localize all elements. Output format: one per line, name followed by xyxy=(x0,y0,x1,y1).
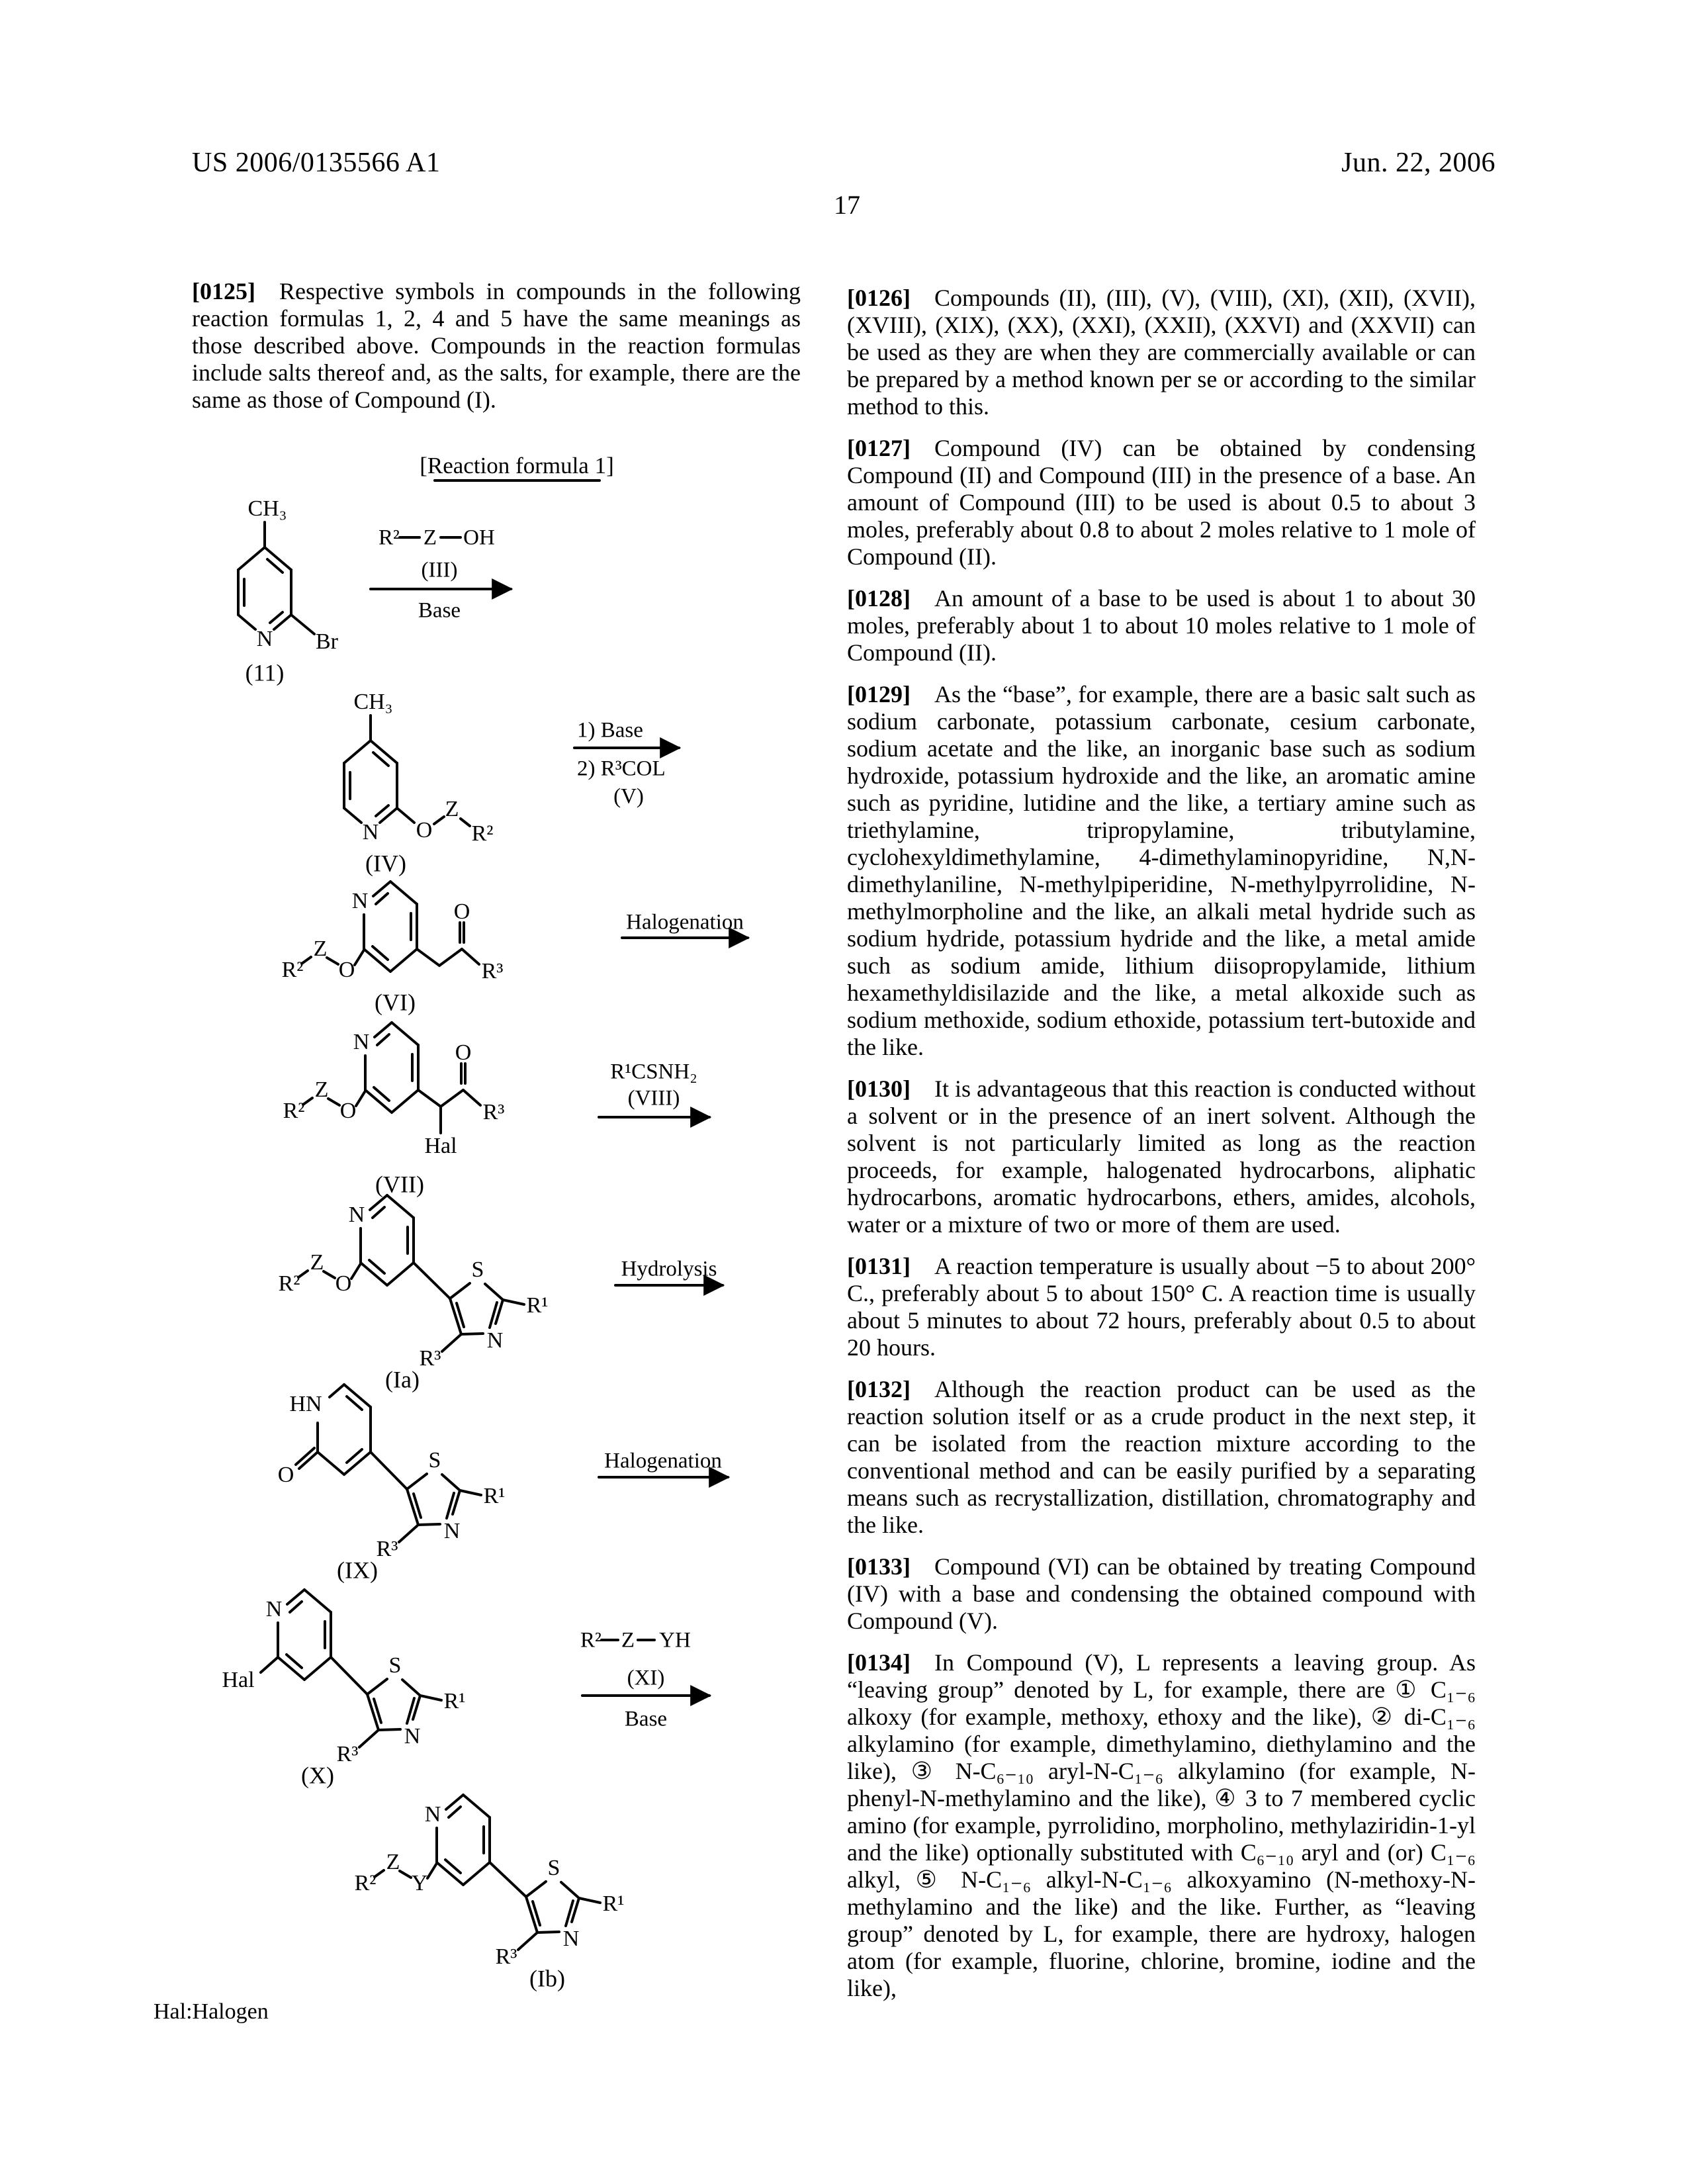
compound-xi-label: (XI) xyxy=(627,1666,665,1690)
nitrogen-label: N xyxy=(362,819,379,844)
r3-label: R³ xyxy=(482,1099,505,1124)
reaction-arrow-3 xyxy=(622,911,748,938)
paragraph-tag: [0129] xyxy=(847,681,911,707)
r2-label: R² xyxy=(283,1098,305,1123)
structure-label-IX: (IX) xyxy=(337,1557,378,1584)
yh-label: YH xyxy=(659,1628,691,1653)
structure-compound-VII xyxy=(283,1023,505,1197)
paragraph-tag: [0130] xyxy=(847,1075,911,1102)
paragraph-tag: [0132] xyxy=(847,1376,911,1402)
r3-label: R³ xyxy=(495,1944,517,1969)
paragraph-tag: [0127] xyxy=(847,435,911,461)
halogenation-label: Halogenation xyxy=(626,910,744,934)
thiazole-nitrogen-label: N xyxy=(562,1926,580,1951)
hal-label: Hal xyxy=(222,1667,255,1692)
paragraph-tag: [0125] xyxy=(192,278,255,304)
structure-compound-11 xyxy=(238,496,339,686)
r2-label: R² xyxy=(379,525,400,550)
structure-compound-VI xyxy=(282,882,504,1015)
compound-v-label: (V) xyxy=(613,784,644,809)
page-number: 17 xyxy=(834,190,860,220)
carbonyl-oxygen-label: O xyxy=(453,899,470,924)
paragraph-text: Compound (VI) can be obtained by treating Compound (IV) with a base and condensing the obtained compound with Compound (V). xyxy=(847,1553,1476,1634)
hal-label: Hal xyxy=(424,1133,457,1158)
paragraph-0128 xyxy=(847,585,1476,666)
compound-iii-label: (III) xyxy=(421,558,458,582)
publication-date: Jun. 22, 2006 xyxy=(1341,148,1495,178)
paragraph-0134 xyxy=(847,1649,1476,2002)
patent-number: US 2006/0135566 A1 xyxy=(192,148,441,178)
thiazole-nitrogen-label: N xyxy=(443,1518,461,1543)
structure-compound-X xyxy=(222,1590,465,1788)
structure-compound-IX xyxy=(278,1385,506,1583)
paragraph-tag: [0128] xyxy=(847,585,911,612)
sulfur-label: S xyxy=(428,1447,441,1473)
sulfur-label: S xyxy=(471,1257,484,1282)
r1-label: R¹ xyxy=(443,1688,466,1713)
r1-label: R¹ xyxy=(526,1293,549,1318)
structure-compound-Ia xyxy=(279,1195,549,1392)
paragraph-0130 xyxy=(847,1075,1476,1238)
y-label: Y xyxy=(411,1870,428,1895)
r1-label: R¹ xyxy=(602,1891,625,1916)
r2-label: R² xyxy=(278,1271,300,1296)
r2-label: R² xyxy=(281,957,304,982)
r2-label: R² xyxy=(580,1628,602,1653)
z-label: Z xyxy=(445,796,459,821)
paragraph-text: Compound (IV) can be obtained by condensing Compound (II) and Compound (III) in the presence of a base. An amount of Compound (III) to be used is about 0.5 to about 3 moles, preferably about 0.8 to about 2 moles relative to 1 mole of Compound (II). xyxy=(847,435,1476,570)
scheme-title-text: [Reaction formula 1] xyxy=(420,453,614,479)
r2-label: R² xyxy=(354,1870,377,1895)
scheme-title xyxy=(420,453,614,480)
paragraph-text: An amount of a base to be used is about 1 to about 30 moles, preferably about 1 to about 10 moles relative to 1 mole of Compound (II). xyxy=(847,585,1476,666)
hn-label: HN xyxy=(289,1391,322,1416)
reaction-arrow-2 xyxy=(574,719,679,809)
structure-label-Ib: (Ib) xyxy=(529,1965,565,1992)
structure-label-VII: (VII) xyxy=(375,1171,424,1198)
paragraph-text: A reaction temperature is usually about −5 to about 200° C., preferably about 5 to about 150° C. A reaction time is usually about 5 minutes to about 72 hours, preferably about 0.5 to about 20 hours. xyxy=(847,1253,1476,1361)
structure-label-11: (11) xyxy=(245,659,285,686)
nitrogen-label: N xyxy=(353,1029,370,1054)
oxygen-label: O xyxy=(339,1098,357,1123)
reaction-arrow-7 xyxy=(580,1629,709,1731)
z-label: Z xyxy=(386,1849,400,1874)
nitrogen-label: N xyxy=(256,626,273,651)
oxygen-label: O xyxy=(416,817,433,842)
reaction-arrow-4 xyxy=(599,1060,709,1117)
reaction-arrow-5 xyxy=(615,1257,723,1285)
paragraph-tag: [0134] xyxy=(847,1649,911,1676)
sulfur-label: S xyxy=(388,1653,402,1678)
thiazole-nitrogen-label: N xyxy=(404,1723,421,1749)
methyl-label: CH₃ xyxy=(353,689,393,714)
z-label: Z xyxy=(313,936,328,961)
carbonyl-oxygen-label: O xyxy=(455,1040,472,1065)
oxygen-label: O xyxy=(338,957,355,982)
nitrogen-label: N xyxy=(348,1202,365,1227)
structure-compound-Ib xyxy=(355,1795,625,1991)
r3-label: R³ xyxy=(419,1345,441,1371)
paragraph-tag: [0131] xyxy=(847,1253,911,1279)
thioamide-reagent-label: R¹CSNH₂ xyxy=(610,1060,697,1084)
reaction-arrow-6 xyxy=(599,1449,728,1477)
paragraph-text: Although the reaction product can be used as the reaction solution itself or as a crude product in the next step, it can be isolated from the reaction mixture according to the conventional method and can be easily purified by a separating means such as recrystallization, distillation, chromatography and the like. xyxy=(847,1376,1476,1538)
oh-label: OH xyxy=(463,525,495,550)
bromine-label: Br xyxy=(316,629,338,654)
r3-label: R³ xyxy=(376,1536,398,1561)
structure-compound-IV xyxy=(344,690,493,876)
paragraph-tag: [0133] xyxy=(847,1553,911,1580)
hal-halogen-note: Hal:Halogen xyxy=(154,1999,269,2024)
paragraph-text: It is advantageous that this reaction is conducted without a solvent or in the presence of an inert solvent. Although the solvent is not particularly limited as long as the reaction proceeds, for example, halogenated hydrocarbons, aliphatic hydrocarbons, aromatic hydrocarbons, ethers, amides, alcohols, water or a mixture of two or more of them are used. xyxy=(847,1075,1476,1238)
nitrogen-label: N xyxy=(424,1801,441,1827)
r3-label: R³ xyxy=(336,1741,359,1766)
reaction-scheme-1 xyxy=(146,450,834,2065)
halogenation-label: Halogenation xyxy=(604,1449,722,1473)
base-label: Base xyxy=(418,598,461,623)
structure-label-VI: (VI) xyxy=(375,989,416,1016)
nitrogen-label: N xyxy=(265,1596,283,1621)
paragraph-text: Respective symbols in compounds in the following reaction formulas 1, 2, 4 and 5 have the same meanings as those described above. Compounds in the reaction formulas include salts thereof and, as the salts, for example, there are the same as those of Compound (I). xyxy=(192,278,801,413)
paragraph-0126 xyxy=(847,285,1476,420)
base-label: Base xyxy=(624,1707,668,1731)
z-label: Z xyxy=(310,1250,324,1275)
z-label: Z xyxy=(423,525,437,550)
r1-label: R¹ xyxy=(483,1483,506,1508)
reaction-arrow-1 xyxy=(371,526,511,623)
structure-label-X: (X) xyxy=(301,1762,334,1789)
paragraph-text: Compounds (II), (III), (V), (VIII), (XI), (XII), (XVII), (XVIII), (XIX), (XX), (XXI), (XXII), (XXVI) and (XXVII) can be used as they are when they are commercially available or can be prepared by a method known per se or according to the similar method to this. xyxy=(847,285,1476,420)
pyridone-oxygen-label: O xyxy=(277,1462,294,1487)
thiazole-nitrogen-label: N xyxy=(486,1328,504,1353)
paragraph-text: In Compound (V), L represents a leaving group. As “leaving group” denoted by L, for example, there are ① C₁₋₆ alkoxy (for example, methoxy, ethoxy and the like), ② di-C₁₋₆ alkylamino (for example, dimethylamino, diethylamino and the like), ③ N-C₆₋₁₀ aryl-N-C₁₋₆ alkylamino (for example, N-phenyl-N-methylamino and the like), ④ 3 to 7 membered cyclic amino (for example, pyrrolidino, morpholino, methylaziridin-1-yl and the like) optionally substituted with C₆₋₁₀ aryl and (or) C₁₋₆ alkyl, ⑤ N-C₁₋₆ alkyl-N-C₁₋₆ alkoxyamino (N-methoxy-N-methylamino and the like) and the like. Further, as “leaving group” denoted by L, for example, there are hydroxy, halogen atom (for example, fluorine, chlorine, bromine, iodine and the like), xyxy=(847,1649,1476,2001)
paragraph-0133 xyxy=(847,1553,1476,1635)
structure-label-IV: (IV) xyxy=(365,850,406,877)
paragraph-0125 xyxy=(192,278,801,414)
paragraph-0129 xyxy=(847,681,1476,1061)
right-column xyxy=(847,285,1476,2017)
compound-viii-label: (VIII) xyxy=(627,1086,680,1111)
paragraph-tag: [0126] xyxy=(847,285,911,311)
r2-label: R² xyxy=(471,821,494,846)
step2-r3col-label: 2) R³COL xyxy=(577,756,666,781)
methyl-label: CH₃ xyxy=(247,496,287,521)
paragraph-0127 xyxy=(847,435,1476,570)
z-label: Z xyxy=(621,1628,635,1653)
r3-label: R³ xyxy=(481,958,504,983)
paragraph-text: As the “base”, for example, there are a basic salt such as sodium carbonate, potassium carbonate, cesium carbonate, sodium acetate and the like, an inorganic base such as sodium hydroxide, potassium hydroxide and the like, an aromatic amine such as pyridine, lutidine and the like, a tertiary amine such as triethylamine, tripropylamine, tributylamine, cyclohexyldimethylamine, 4-dimethylaminopyridine, N,N-dimethylaniline, N-methylpiperidine, N-methylpyrrolidine, N-methylmorpholine and the like, an alkali metal hydride such as sodium hydride, potassium hydride and the like, a metal amide such as sodium amide, lithium diisopropylamide, lithium hexamethyldisilazide and the like, a metal alkoxide such as sodium methoxide, sodium ethoxide, potassium tert-butoxide and the like. xyxy=(847,681,1476,1060)
left-column xyxy=(192,278,801,428)
oxygen-label: O xyxy=(335,1271,352,1296)
paragraph-0131 xyxy=(847,1253,1476,1361)
hydrolysis-label: Hydrolysis xyxy=(621,1257,717,1281)
nitrogen-label: N xyxy=(351,888,369,913)
step1-base-label: 1) Base xyxy=(577,718,643,743)
paragraph-0132 xyxy=(847,1376,1476,1539)
structure-label-Ia: (Ia) xyxy=(385,1366,420,1393)
sulfur-label: S xyxy=(547,1855,560,1880)
z-label: Z xyxy=(314,1077,329,1102)
